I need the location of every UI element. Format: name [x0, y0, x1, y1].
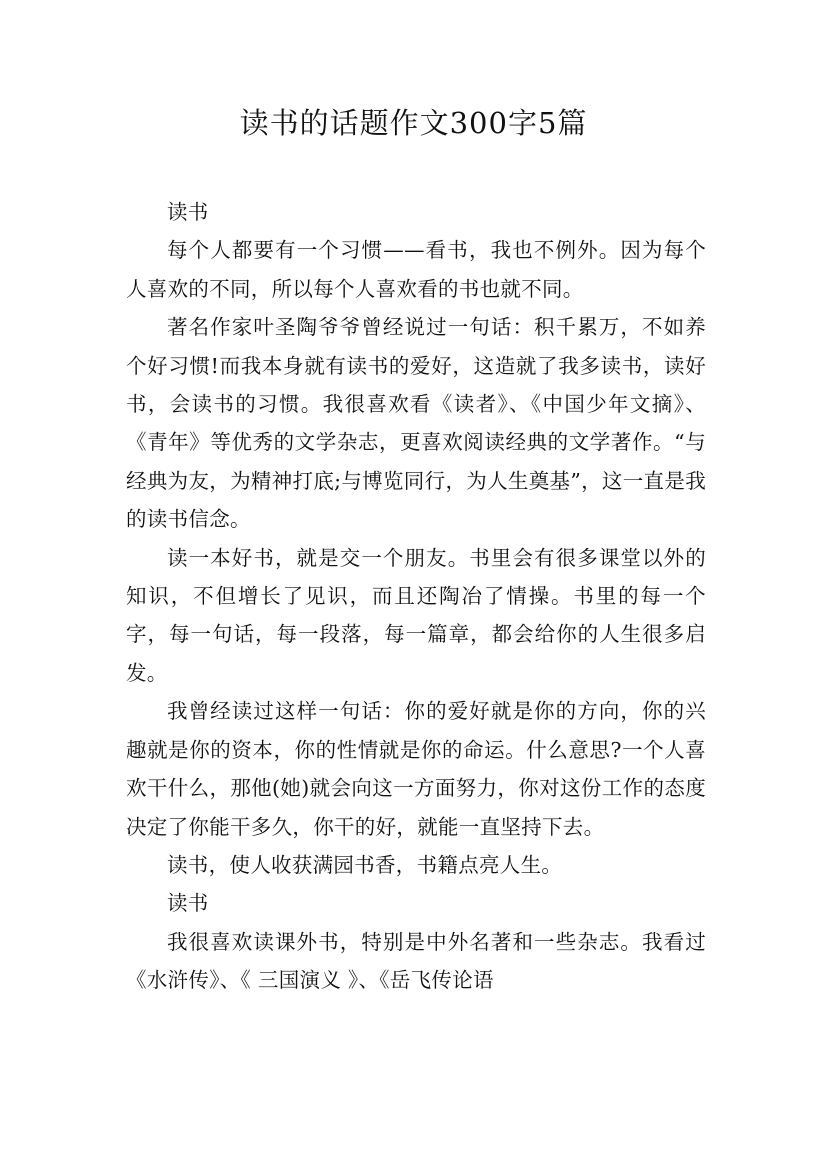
- paragraph: 著名作家叶圣陶爷爷曾经说过一句话：积千累万，不如养个好习惯!而我本身就有读书的爱好，这造就了我多读书，读好书，会读书的习惯。我很喜欢看《读者》、《中国少年文摘》、《青年》等优秀的文学杂志，更喜欢阅读经典的文学著作。“与经典为友，为精神打底;与博览同行，为人生奠基”，这一直是我的读书信念。: [126, 315, 706, 532]
- paragraph: 每个人都要有一个习惯——看书，我也不例外。因为每个人喜欢的不同，所以每个人喜欢看的书也就不同。: [126, 238, 706, 301]
- document-title: 读书的话题作文300字5篇: [239, 106, 588, 140]
- document-body: [126, 193, 706, 1000]
- paragraph: 读书，使人收获满园书香，书籍点亮人生。: [167, 852, 563, 877]
- section-heading: 读书: [167, 891, 209, 916]
- section-heading: 读书: [167, 200, 209, 224]
- paragraph: 我很喜欢读课外书，特别是中外名著和一些杂志。我看过《水浒传》、《 三国演义 》、《岳飞传论语: [126, 929, 706, 993]
- paragraph: 我曾经读过这样一句话：你的爱好就是你的方向，你的兴趣就是你的资本，你的性情就是你的命运。什么意思?一个人喜欢干什么，那他(她)就会向这一方面努力，你对这份工作的态度决定了你能干多久，你干的好，就能一直坚持下去。: [126, 699, 706, 839]
- paragraph: 读一本好书，就是交一个朋友。书里会有很多课堂以外的知识，不但增长了见识，而且还陶冶了情操。书里的每一个字，每一句话，每一段落，每一篇章，都会给你的人生很多启发。: [126, 545, 706, 685]
